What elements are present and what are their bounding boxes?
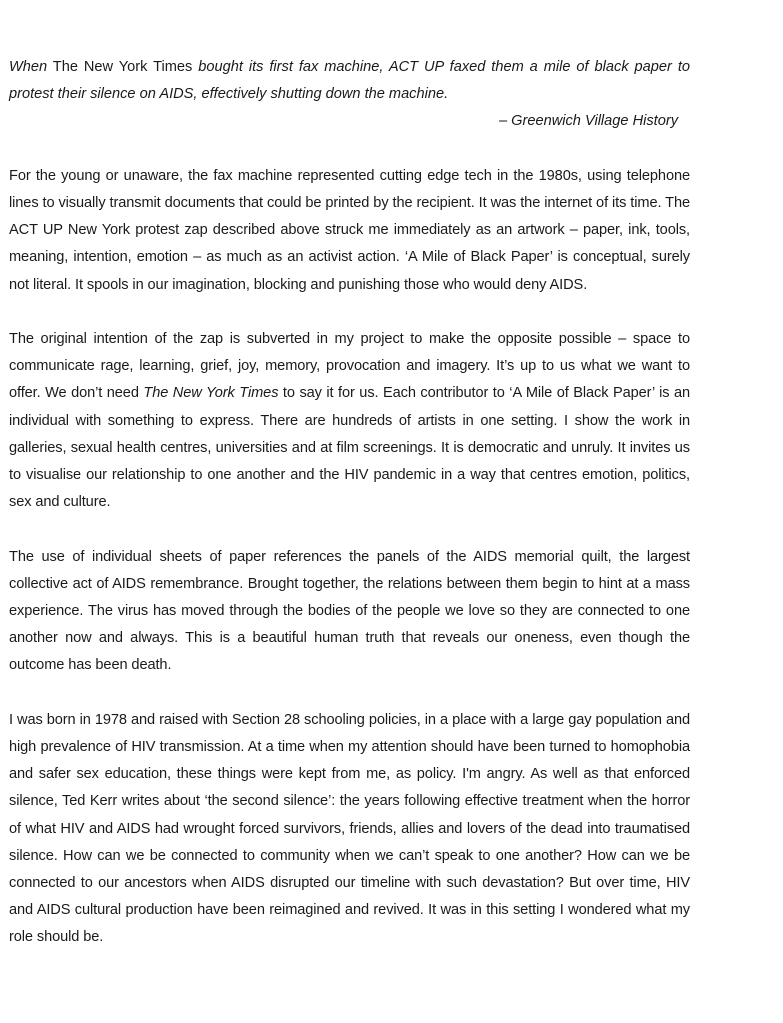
document-page bbox=[9, 54, 690, 979]
epigraph-quote bbox=[9, 54, 690, 108]
paragraph-fax-machine: For the young or unaware, the fax machine represented cutting edge tech in the 1980s, using telephone lines to visually transmit documents that could be printed by the recipient. It was the internet of its time. The ACT UP New York protest zap described above struck me immediately as an artwork – paper, ink, tools, meaning, intention, emotion – as much as an activist action. ‘A Mile of Black Paper’ is conceptual, surely not literal. It spools in our imagination, blocking and punishing those who would deny AIDS. bbox=[9, 167, 690, 293]
paragraph-original-intention bbox=[9, 326, 690, 516]
paragraph-memorial-quilt: The use of individual sheets of paper references the panels of the AIDS memorial quilt, the largest collective act of AIDS remembrance. Brought together, the relations between them begin to hint at a mass experience. The virus has moved through the bodies of the people we love so they are connected to one another now and always. This is a beautiful human truth that reveals our oneness, even though the outcome has been death. bbox=[9, 548, 690, 674]
newspaper-title: The New York Times bbox=[143, 385, 279, 402]
epigraph-when: When bbox=[9, 59, 48, 75]
epigraph-attribution: – Greenwich Village History bbox=[499, 113, 678, 130]
epigraph-body: bought its first fax machine, ACT UP faxed them a mile of black paper to protest their silence on AIDS, effectively shutting down the machine. bbox=[9, 59, 690, 103]
paragraph-section-28: I was born in 1978 and raised with Section 28 schooling policies, in a place with a large gay population and high prevalence of HIV transmission. At a time when my attention should have been turned to homophobia and safer sex education, these things were kept from me, as policy. I'm angry. As well as that enforced silence, Ted Kerr writes about ‘the second silence’: the years following effective treatment when the horror of what HIV and AIDS had wrought forced survivors, friends, allies and lovers of the dead into traumatised silence. How can we be connected to community when we can’t speak to one another? How can we be connected to our ancestors when AIDS disrupted our timeline with such devastation? But over time, HIV and AIDS cultural production have been reimagined and revived. It was in this setting I wondered what my role should be. bbox=[9, 711, 690, 946]
paragraph-text: The original intention of the zap is subverted in my project to make the opposite possible – space to communicate rage, learning, grief, joy, memory, provocation and imagery. It’s up to us what we want to offer. We don’t need bbox=[9, 331, 690, 402]
epigraph-newspaper-name: The New York Times bbox=[47, 59, 199, 75]
paragraph-text: to say it for us. Each contributor to ‘A Mile of Black Paper’ is an individual with something to express. There are hundreds of artists in one setting. I show the work in galleries, sexual health centres, universities and at film screenings. It is democratic and unruly. It invites us to visualise our relationship to one another and the HIV pandemic in a way that centres emotion, politics, sex and culture. bbox=[9, 385, 690, 511]
